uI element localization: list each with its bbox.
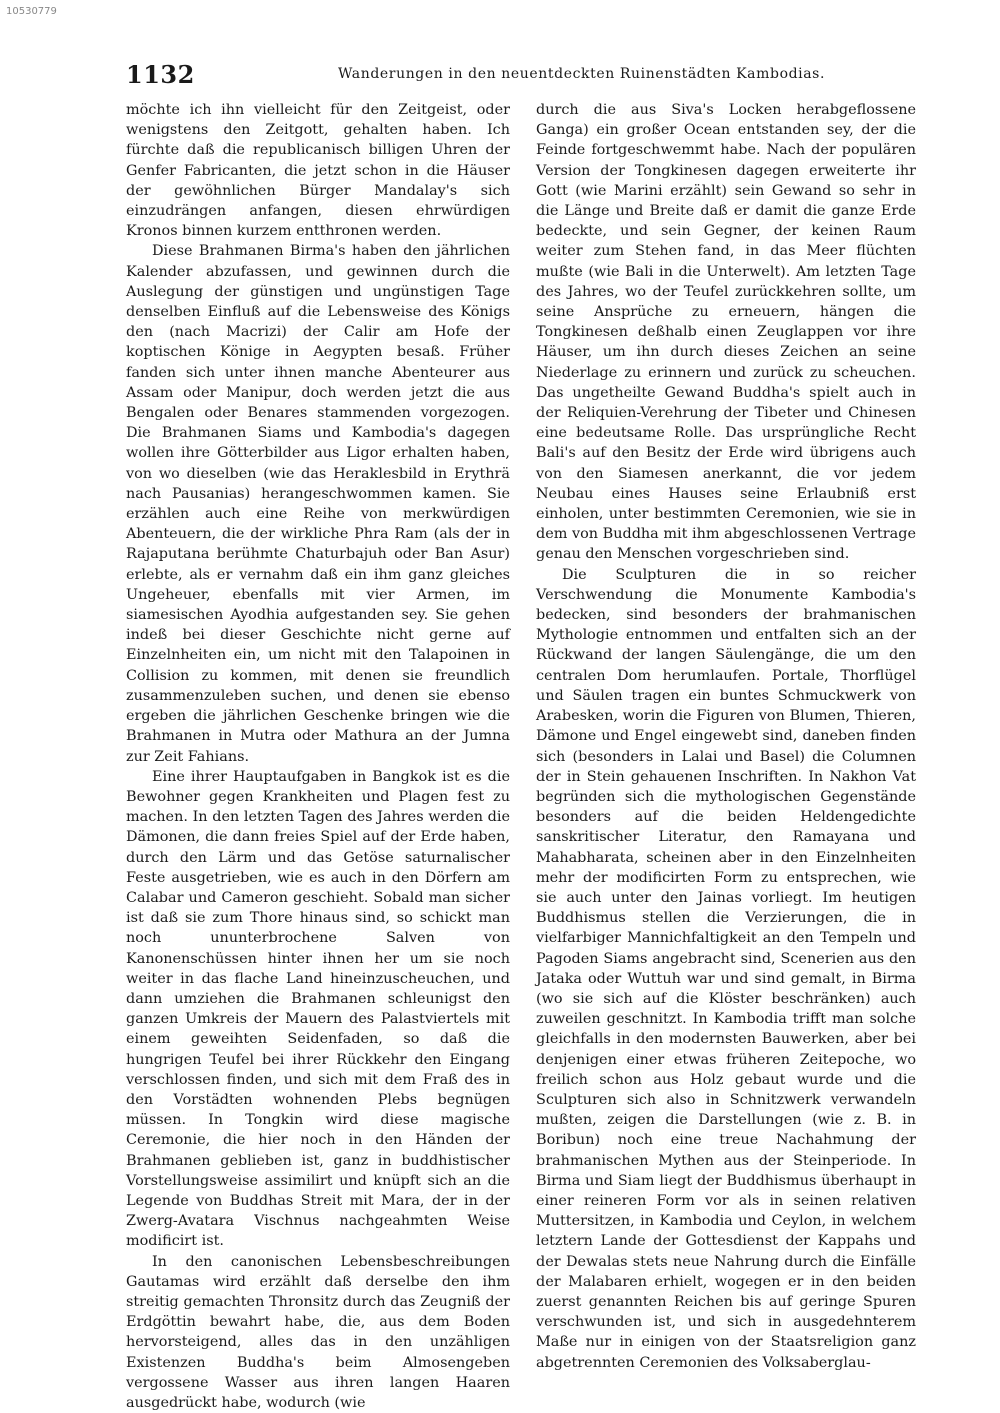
right-column — [536, 100, 916, 1373]
paragraph: möchte ich ihn vielleicht für den Zeitgeist, oder wenigstens den Zeitgott, gehalten haben. Ich fürchte daß die republicanisch billigen Uhren der Genfer Fabricanten, die jetzt schon in die Häuser der gewöhnlichen Bürger Mandalay's sich einzudrängen anfangen, diesen ehrwürdigen Kronos binnen kurzem entthronen werden. — [126, 102, 510, 240]
paragraph: Eine ihrer Hauptaufgaben in Bangkok ist es die Bewohner gegen Krankheiten und Plagen fest zu machen. In den letzten Tagen des Jahres werden die Dämonen, die dann freies Spiel auf der Erde haben, durch den Lärm und das Getöse saturnalischer Feste ausgetrieben, wie es auch in den Dörfern am Calabar und Cameron geschieht. Sobald man sicher ist daß sie zum Thore hinaus sind, so schickt man noch ununterbrochene Salven von Kanonenschüssen hinter ihnen her um sie noch weiter in das flache Land hineinzuscheuchen, und dann umziehen die Brahmanen schleunigst den ganzen Umkreis der Mauern des Palastviertels mit einem geweihten Seidenfaden, so daß die hungrigen Teufel bei ihrer Rückkehr den Eingang verschlossen finden, und sich mit dem Fraß des in den Vorstädten wohnenden Plebs begnügen müssen. In Tongkin wird diese magische Ceremonie, die hier noch in den Händen der Brahmanen geblieben ist, ganz in buddhistischer Vorstellungsweise assimilirt und knüpft sich an die Legende von Buddhas Streit mit Mara, der in der Zwerg-Avatara Vischnus nachgeahmten Weise modificirt ist. — [126, 768, 510, 1250]
running-title: Wanderungen in den neuentdeckten Ruinenstädten Kambodias. — [338, 66, 826, 82]
paragraph: Diese Brahmanen Birma's haben den jährlichen Kalender abzufassen, und gewinnen durch die Auslegung der günstigen und ungünstigen Tage denselben Einfluß auf die Lebensweise des Königs den (nach Macrizi) der Calir am Hofe der koptischen Könige in Aegypten besaß. Früher fanden sich unter ihnen manche Abenteurer aus Assam oder Manipur, doch werden jetzt die aus Bengalen oder Benares stammenden vorgezogen. Die Brahmanen Siams und Kambodia's dagegen wollen ihre Götterbilder aus Ligor erhalten haben, von wo dieselben (wie das Heraklesbild in Erythrä nach Pausanias) herangeschwommen kamen. Sie erzählen auch eine Reihe von merkwürdigen Abenteuern, die der wirkliche Phra Ram (als der in Rajaputana berühmte Chaturbajuh oder Ban Asur) erlebte, als er vernahm daß ein ihm ganz gleiches Ungeheuer, ebenfalls mit vier Armen, im siamesischen Ayodhia aufgestanden sey. Sie gehen indeß bei dieser Geschichte nicht gerne auf Einzelnheiten ein, um nicht mit den Talapoinen in Collision zu kommen, mit denen sie freundlich zusammenzuleben suchen, und denen sie ebenso ergeben die jährlichen Geschenke bringen wie die Brahmanen in Mutra oder Mathura an der Jumna zur Zeit Fahians. — [126, 243, 510, 765]
page-number: 1132 — [126, 60, 195, 89]
left-column — [126, 100, 510, 1413]
paragraph: durch die aus Siva's Locken herabgeflossene Ganga) ein großer Ocean entstanden sey, der die Feinde fortgeschwemmt habe. Nach der populären Version der Tongkinesen dagegen erweiterte ihr Gott (wie Marini erzählt) sein Gewand so sehr in die Länge und Breite daß er damit die ganze Erde bedeckte, und sein Gegner, der keinen Raum weiter zum Stehen fand, in das Meer flüchten mußte (wie Bali in die Unterwelt). Am letzten Tage des Jahres, wo der Teufel zurückkehren sollte, um seine Ansprüche zu erneuern, hängen die Tongkinesen deßhalb einen Zeuglappen vor ihre Häuser, um ihn durch dieses Zeichen an seine Niederlage zu erinnern und zurück zu scheuchen. Das ungetheilte Gewand Buddha's spielt auch in der Reliquien-Verehrung der Tibeter und Chinesen eine bedeutsame Rolle. Das ursprüngliche Recht Bali's auf den Besitz der Erde wird übrigens auch von den Siamesen anerkannt, die vor jedem Neubau eines Hauses seine Erlaubniß erst einholen, unter bestimmten Ceremonien, wie sie in dem von Buddha mit ihm abgeschlossenen Vertrage genau den Menschen vorgeschrieben sind. — [536, 102, 916, 563]
paragraph: In den canonischen Lebensbeschreibungen Gautamas wird erzählt daß derselbe den ihm streitig gemachten Thronsitz durch das Zeugniß der Erdgöttin bewahrt habe, die, aus dem Boden hervorsteigend, alles das in den unzähligen Existenzen Buddha's beim Almosengeben vergossene Wasser aus ihren langen Haaren ausgedrückt habe, wodurch (wie — [126, 1253, 510, 1411]
paragraph: Die Sculpturen die in so reicher Verschwendung die Monumente Kambodia's bedecken, sind besonders der brahmanischen Mythologie entnommen und entfalten sich an der Rückwand der langen Säulengänge, die um den centralen Dom herumlaufen. Portale, Thorflügel und Säulen tragen ein buntes Schmuckwerk von Arabesken, worin die Figuren von Blumen, Thieren, Dämone und Engel eingewebt sind, daneben finden sich (besonders in Lalai und Basel) die Columnen der in Stein gehauenen Inschriften. In Nakhon Vat begründen sich die mythologischen Gegenstände besonders auf die beiden Heldengedichte sanskritischer Literatur, den Ramayana und Mahabharata, scheinen aber in den Einzelnheiten mehr der modificirten Form zu entsprechen, wie sie auch unter den Jainas vorliegt. Im heutigen Buddhismus stellen die Verzierungen, die in vielfarbiger Mannichfaltigkeit an den Tempeln und Pagoden Siams angebracht sind, Scenerien aus den Jataka oder Wuttuh war und sind gemalt, in Birma (wo sie sich auf die Klöster beschränken) auch zuweilen geschnitzt. In Kambodia trifft man solche gleichfalls in den modernsten Bauwerken, aber bei denjenigen einer etwas früheren Zeitepoche, wo freilich schon aus Holz gebaut wurde und die Sculpturen sich also in Schnitzwerk verwandeln mußten, zeigen die Darstellungen (wie z. B. in Boribun) noch eine treue Nachahmung der brahmanischen Mythen aus der Steinperiode. In Birma und Siam liegt der Buddhismus überhaupt in einer reineren Form vor als in seinen relativen Muttersitzen, in Kambodia und Ceylon, in welchem letztern Lande der Gottesdienst der Kappahs und der Dewalas stets neue Nahrung durch die Einfälle der Malabaren erhielt, wogegen er in den beiden zuerst genannten Reichen bis auf geringe Spuren verschwunden ist, und sich in ausgedehnterem Maße nur in einigen von der Staatsreligion ganz abgetrennten Ceremonien des Volksaberglau- — [536, 566, 916, 1371]
archive-stamp: 10530779 — [6, 6, 57, 17]
page-header — [126, 58, 916, 88]
